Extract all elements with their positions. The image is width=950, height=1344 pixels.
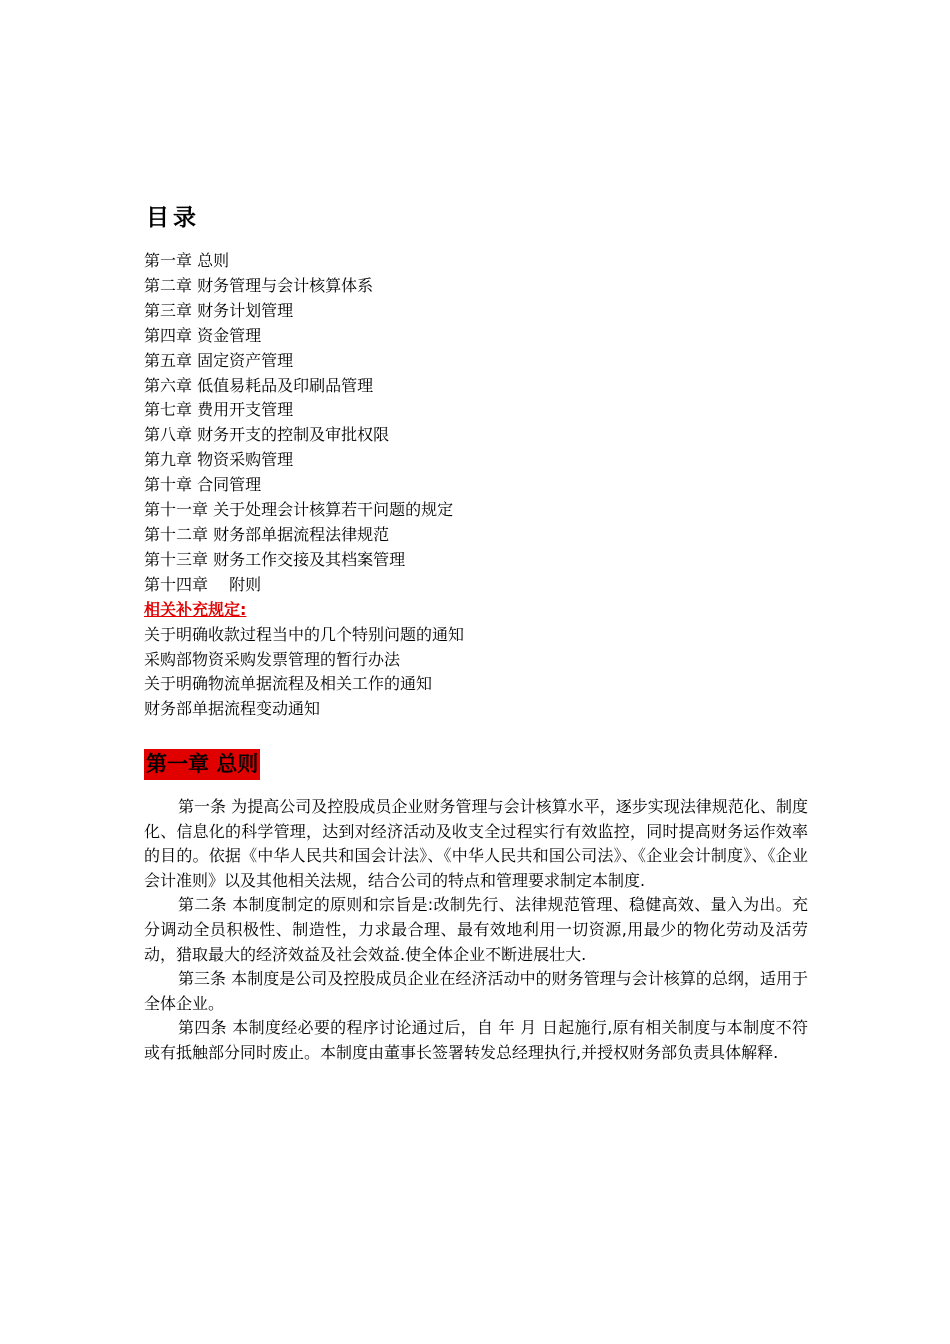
- toc-list: [144, 249, 464, 722]
- toc-item-chapter-13: 第十三章 财务工作交接及其档案管理: [144, 549, 406, 569]
- supplement-item-4: 财务部单据流程变动通知: [144, 699, 321, 719]
- toc-item-chapter-14: 第十四章 附则: [144, 574, 262, 594]
- supplement-heading: 相关补充规定:: [144, 599, 247, 619]
- chapter-heading: 第一章 总则: [144, 749, 260, 780]
- supplement-item-2: 采购部物资采购发票管理的暂行办法: [144, 649, 401, 669]
- supplement-item-3: 关于明确物流单据流程及相关工作的通知: [144, 674, 433, 694]
- toc-item-chapter-10: 第十章 合同管理: [144, 475, 262, 495]
- article-paragraph-1: 第一条 为提高公司及控股成员企业财务管理与会计核算水平，逐步实现法律规范化、制度化、信息化的科学管理，达到对经济活动及收支全过程实行有效监控，同时提高财务运作效率的目的。依据《中华人民共和国会计法》、《中华人民共和国公司法》、《企业会计制度》、《企业会计准则》以及其他相关法规，结合公司的特点和管理要求制定本制度.: [144, 797, 808, 890]
- toc-item-chapter-8: 第八章 财务开支的控制及审批权限: [144, 425, 390, 445]
- article-paragraph-3: 第三条 本制度是公司及控股成员企业在经济活动中的财务管理与会计核算的总纲，适用于全体企业。: [144, 969, 808, 1013]
- article-paragraph-4: 第四条 本制度经必要的程序讨论通过后，自 年 月 日起施行,原有相关制度与本制度不符或有抵触部分同时废止。本制度由董事长签署转发总经理执行,并授权财务部负责具体解释.: [144, 1018, 808, 1062]
- toc-item-chapter-11: 第十一章 关于处理会计核算若干问题的规定: [144, 500, 454, 520]
- toc-item-chapter-7: 第七章 费用开支管理: [144, 400, 294, 420]
- chapter-body: [144, 795, 808, 1066]
- article-paragraph-2: 第二条 本制度制定的原则和宗旨是:改制先行、法律规范管理、稳健高效、量入为出。充分调动全员积极性、制造性，力求最合理、最有效地利用一切资源,用最少的物化劳动及活劳动，猎取最大的经济效益及社会效益.使全体企业不断进展壮大.: [144, 895, 808, 964]
- toc-item-chapter-3: 第三章 财务计划管理: [144, 300, 294, 320]
- supplement-item-1: 关于明确收款过程当中的几个特别问题的通知: [144, 624, 465, 644]
- toc-title: 目录: [146, 205, 200, 231]
- toc-item-chapter-2: 第二章 财务管理与会计核算体系: [144, 275, 374, 295]
- toc-item-chapter-5: 第五章 固定资产管理: [144, 350, 294, 370]
- toc-item-chapter-12: 第十二章 财务部单据流程法律规范: [144, 524, 390, 544]
- toc-item-chapter-9: 第九章 物资采购管理: [144, 450, 294, 470]
- toc-item-chapter-1: 第一章 总则: [144, 251, 230, 270]
- toc-item-chapter-4: 第四章 资金管理: [144, 325, 262, 345]
- toc-item-chapter-6: 第六章 低值易耗品及印刷品管理: [144, 375, 374, 395]
